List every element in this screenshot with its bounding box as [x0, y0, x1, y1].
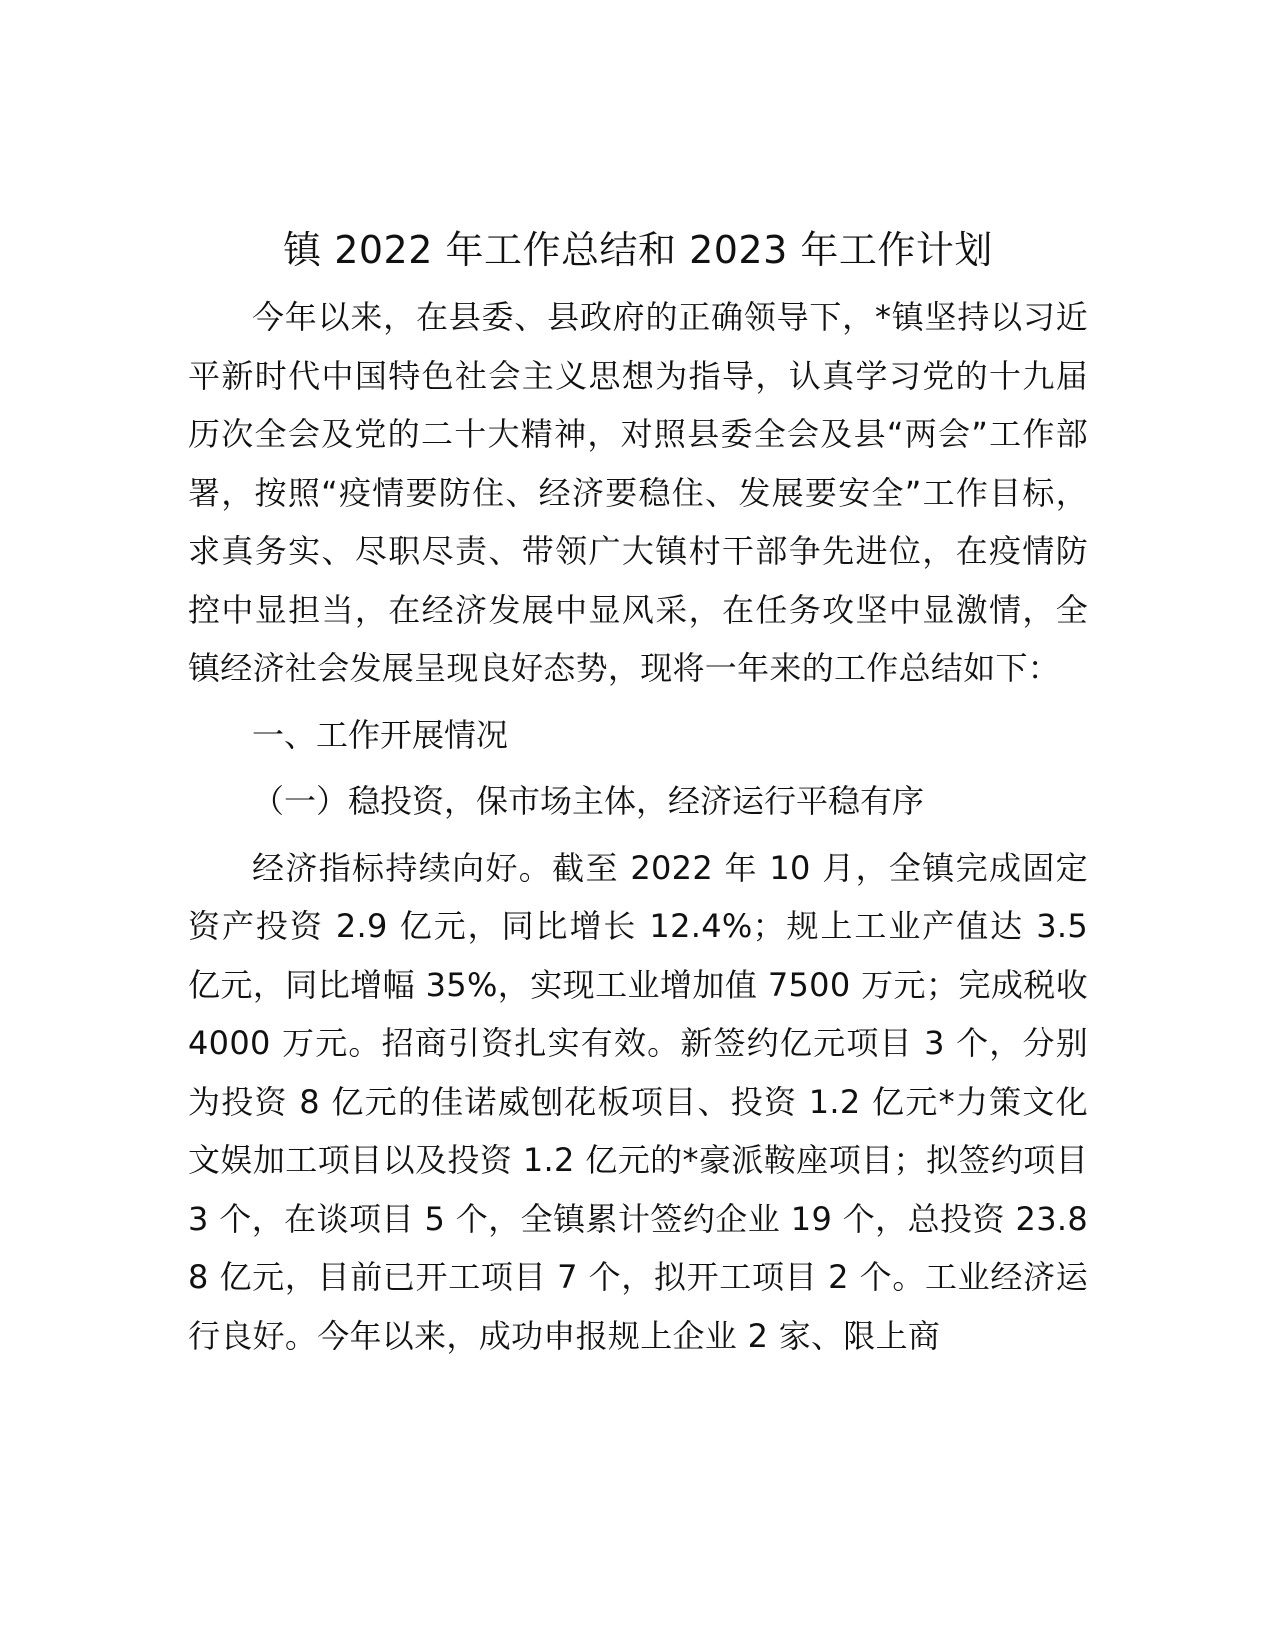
document-title: 镇 2022 年工作总结和 2023 年工作计划 [283, 228, 993, 272]
subsection-heading: （一）稳投资，保市场主体，经济运行平稳有序 [252, 782, 925, 820]
section-heading: 一、工作开展情况 [252, 715, 509, 754]
document-page [188, 222, 1088, 1365]
subsection-body-paragraph: 经济指标持续向好。截至 2022 年 10 月，全镇完成固定资产投资 2.9 亿元，同比增长 12.4%；规上工业产值达 3.5 亿元，同比增幅 35%，实现工业增加值 7500 万元；完成税收 4000 万元。招商引资扎实有效。新签约亿元项目 3 个，分别为投资 8 亿元的佳诺威刨花板项目、投资 1.2 亿元*力策文化文娱加工项目以及投资 1.2 亿元的*豪派鞍座项目；拟签约项目 3 个，在谈项目 5 个，全镇累计签约企业 19 个，总投资 23.88 亿元，目前已开工项目 7 个，拟开工项目 2 个。工业经济运行良好。今年以来，成功申报规上企业 2 家、限上商 [188, 848, 1088, 1355]
intro-paragraph: 今年以来，在县委、县政府的正确领导下，*镇坚持以习近平新时代中国特色社会主义思想为指导，认真学习党的十九届历次全会及党的二十大精神，对照县委全会及县“两会”工作部署，按照“疫情要防住、经济要稳住、发展要安全”工作目标，求真务实、尽职尽责、带领广大镇村干部争先进位，在疫情防控中显担当，在经济发展中显风采，在任务攻坚中显激情，全镇经济社会发展呈现良好态势，现将一年来的工作总结如下： [188, 298, 1088, 687]
